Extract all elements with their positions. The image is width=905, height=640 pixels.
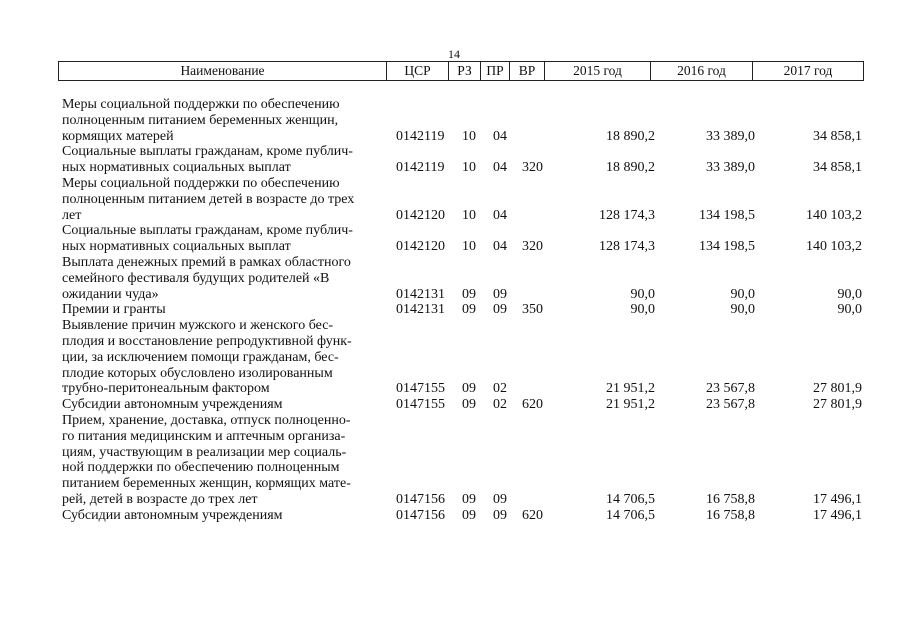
- table-row: [62, 223, 862, 255]
- row-2015: 21 951,2: [606, 381, 655, 397]
- header-2016: 2016 год: [651, 62, 753, 80]
- row-2016: 134 198,5: [699, 239, 755, 255]
- row-name: Социальные выплаты гражданам, кроме публич- ных нормативных социальных выплат: [62, 144, 353, 176]
- row-name: Субсидии автономным учреждениям: [62, 397, 283, 413]
- table-row: [62, 144, 862, 176]
- header-vr: ВР: [510, 62, 545, 80]
- page-number: 14: [448, 47, 460, 61]
- table-header: [58, 61, 864, 81]
- row-name: Субсидии автономным учреждениям: [62, 507, 283, 523]
- row-pr: 04: [493, 239, 507, 255]
- row-vr: 320: [522, 160, 543, 176]
- row-pr: 09: [493, 302, 507, 318]
- row-csr: 0147155: [396, 381, 445, 397]
- row-rz: 10: [462, 160, 476, 176]
- table-row: [62, 397, 862, 413]
- row-pr: 04: [493, 128, 507, 144]
- row-csr: 0142119: [396, 128, 445, 144]
- row-2017: 27 801,9: [813, 381, 862, 397]
- row-2015: 18 890,2: [606, 160, 655, 176]
- row-2017: 90,0: [837, 286, 862, 302]
- table-row: [62, 413, 862, 508]
- header-2015: 2015 год: [545, 62, 651, 80]
- row-rz: 10: [462, 207, 476, 223]
- table-row: [62, 302, 862, 318]
- row-name: Выплата денежных премий в рамках областного семейного фестиваля будущих родителей «В ожидании чуда»: [62, 255, 351, 302]
- row-2015: 90,0: [630, 302, 655, 318]
- row-2015: 128 174,3: [599, 239, 655, 255]
- row-2015: 14 706,5: [606, 492, 655, 507]
- row-rz: 09: [462, 381, 476, 397]
- row-2016: 33 389,0: [706, 160, 755, 176]
- row-name: Премии и гранты: [62, 302, 166, 318]
- row-rz: 09: [462, 507, 476, 523]
- row-2016: 16 758,8: [706, 492, 755, 507]
- row-pr: 09: [493, 507, 507, 523]
- row-name: Меры социальной поддержки по обеспечению полноценным питанием беременных женщин, кормящих матерей: [62, 97, 340, 144]
- row-2017: 34 858,1: [813, 160, 862, 176]
- row-2015: 21 951,2: [606, 397, 655, 413]
- row-vr: 320: [522, 239, 543, 255]
- row-pr: 09: [493, 492, 507, 507]
- row-2015: 18 890,2: [606, 128, 655, 144]
- row-2015: 90,0: [630, 286, 655, 302]
- row-vr: 350: [522, 302, 543, 318]
- row-pr: 09: [493, 286, 507, 302]
- header-2017: 2017 год: [783, 63, 833, 78]
- row-2016: 23 567,8: [706, 397, 755, 413]
- row-2017: 140 103,2: [806, 207, 862, 223]
- row-2015: 14 706,5: [606, 507, 655, 523]
- row-pr: 04: [493, 160, 507, 176]
- row-vr: 620: [522, 507, 543, 523]
- table-row: [62, 255, 862, 302]
- row-2017: 27 801,9: [813, 397, 862, 413]
- table-row: [62, 176, 862, 223]
- header-rz: РЗ: [449, 62, 481, 80]
- row-csr: 0142131: [396, 286, 445, 302]
- row-2016: 90,0: [730, 302, 755, 318]
- row-csr: 0142119: [396, 160, 445, 176]
- row-name: Выявление причин мужского и женского бес- плодия и восстановление репродуктивной функ- ции, за исключением помощи гражданам, бес- плодие которых обусловлено изолированным трубно-перитонеальным фактором: [62, 318, 352, 397]
- row-csr: 0147156: [396, 507, 445, 523]
- row-2017: 90,0: [837, 302, 862, 318]
- row-2016: 90,0: [730, 286, 755, 302]
- row-2017: 140 103,2: [806, 239, 862, 255]
- row-csr: 0142131: [396, 302, 445, 318]
- row-2017: 34 858,1: [813, 128, 862, 144]
- header-pr: ПР: [481, 62, 510, 80]
- row-csr: 0142120: [396, 239, 445, 255]
- row-rz: 10: [462, 128, 476, 144]
- row-rz: 09: [462, 286, 476, 302]
- row-rz: 09: [462, 492, 476, 507]
- row-rz: 09: [462, 302, 476, 318]
- header-csr: ЦСР: [387, 62, 449, 80]
- row-name: Меры социальной поддержки по обеспечению полноценным питанием детей в возрасте до трех лет: [62, 176, 355, 223]
- row-2016: 23 567,8: [706, 381, 755, 397]
- row-vr: 620: [522, 397, 543, 413]
- header-name: Наименование: [59, 62, 387, 80]
- row-csr: 0147155: [396, 397, 445, 413]
- table-row: [62, 97, 862, 144]
- row-pr: 04: [493, 207, 507, 223]
- row-2015: 128 174,3: [599, 207, 655, 223]
- table-row: [62, 508, 862, 524]
- row-csr: 0147156: [396, 492, 445, 507]
- row-2016: 16 758,8: [706, 507, 755, 523]
- row-pr: 02: [493, 381, 507, 397]
- row-2016: 134 198,5: [699, 207, 755, 223]
- row-rz: 09: [462, 397, 476, 413]
- row-2017: 17 496,1: [813, 492, 862, 507]
- table-row: [62, 318, 862, 397]
- row-2017: 17 496,1: [813, 507, 862, 523]
- row-rz: 10: [462, 239, 476, 255]
- row-name: Прием, хранение, доставка, отпуск полноценно- го питания медицинским и аптечным организа- циям, участвующим в реализации мер социаль- ной поддержки по обеспечению полноценным питанием беременных женщин, кормящих мате- рей, детей в возрасте до трех лет: [62, 413, 351, 507]
- row-csr: 0142120: [396, 207, 445, 223]
- row-pr: 02: [493, 397, 507, 413]
- row-name: Социальные выплаты гражданам, кроме публич- ных нормативных социальных выплат: [62, 223, 353, 255]
- row-2016: 33 389,0: [706, 128, 755, 144]
